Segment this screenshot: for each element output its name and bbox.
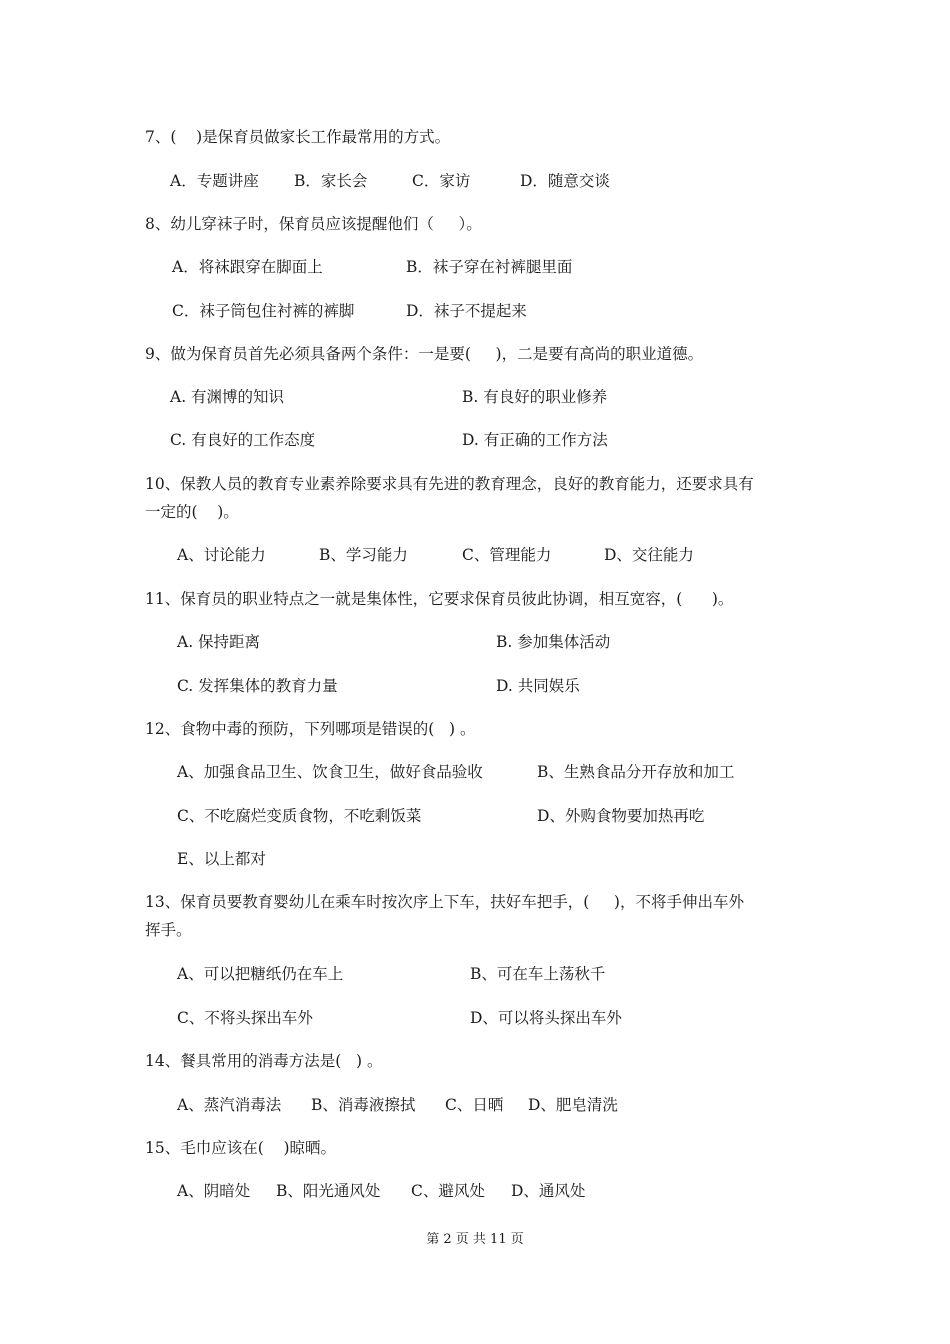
- question-13-option-b: B、可在车上荡秋千: [470, 965, 606, 983]
- question-15-option-c: C、避风处: [411, 1182, 485, 1200]
- question-10-option-d: D、交往能力: [604, 546, 694, 564]
- question-13-stem-line-2: 挥手。: [145, 921, 192, 939]
- question-11-option-a: A. 保持距离: [177, 633, 261, 651]
- question-15-option-b: B、阳光通风处: [276, 1182, 381, 1200]
- question-12-option-e: E、以上都对: [177, 850, 266, 868]
- question-10-stem-line-2: 一定的( )。: [145, 503, 239, 521]
- question-8-option-a: A．将袜跟穿在脚面上: [172, 258, 323, 276]
- question-9-option-c: C. 有良好的工作态度: [170, 431, 316, 449]
- question-10-option-b: B、学习能力: [319, 546, 408, 564]
- question-10-option-a: A、讨论能力: [177, 546, 266, 564]
- question-7-option-b: B．家长会: [294, 172, 368, 190]
- question-10-option-c: C、管理能力: [462, 546, 552, 564]
- question-13-stem-line-1: 13、保育员要教育婴幼儿在乘车时按次序上下车，扶好车把手，( )，不将手伸出车外: [145, 893, 744, 911]
- question-9-option-b: B. 有良好的职业修养: [462, 388, 608, 406]
- question-12-option-c: C、不吃腐烂变质食物，不吃剩饭菜: [177, 807, 422, 825]
- page-footer: 第 2 页 共 11 页: [426, 1232, 524, 1247]
- question-9-option-d: D. 有正确的工作方法: [462, 431, 608, 449]
- question-7-stem: 7、( )是保育员做家长工作最常用的方式。: [145, 128, 451, 146]
- question-7-option-a: A．专题讲座: [170, 172, 259, 190]
- question-14-option-d: D、肥皂清洗: [528, 1096, 618, 1114]
- question-11-stem: 11、保育员的职业特点之一就是集体性，它要求保育员彼此协调，相互宽容，( )。: [145, 590, 734, 608]
- question-8-option-b: B．袜子穿在衬裤腿里面: [406, 258, 573, 276]
- question-15-option-d: D、通风处: [511, 1182, 586, 1200]
- question-14-option-b: B、消毒液擦拭: [311, 1096, 416, 1114]
- question-11-option-c: C. 发挥集体的教育力量: [177, 677, 338, 695]
- question-12-option-d: D、外购食物要加热再吃: [537, 807, 705, 825]
- question-7-option-c: C．家访: [412, 172, 471, 190]
- question-9-option-a: A. 有渊博的知识: [170, 388, 285, 406]
- question-14-option-c: C、日晒: [445, 1096, 504, 1114]
- question-13-option-c: C、不将头探出车外: [177, 1009, 313, 1027]
- question-14-option-a: A、蒸汽消毒法: [177, 1096, 282, 1114]
- question-13-option-a: A、可以把糖纸仍在车上: [177, 965, 344, 983]
- question-10-stem-line-1: 10、保教人员的教育专业素养除要求具有先进的教育理念，良好的教育能力，还要求具有: [145, 475, 754, 493]
- question-12-option-a: A、加强食品卫生、饮食卫生，做好食品验收: [177, 763, 483, 781]
- question-8-option-d: D．袜子不提起来: [406, 302, 527, 320]
- question-8-stem: 8、幼儿穿袜子时，保育员应该提醒他们（ ）。: [145, 215, 482, 233]
- question-15-option-a: A、阴暗处: [177, 1182, 251, 1200]
- question-12-stem: 12、食物中毒的预防，下列哪项是错误的( ) 。: [145, 720, 476, 738]
- question-9-stem: 9、做为保育员首先必须具备两个条件：一是要( )，二是要有高尚的职业道德。: [145, 345, 704, 363]
- question-11-option-b: B. 参加集体活动: [496, 633, 611, 651]
- question-12-option-b: B、生熟食品分开存放和加工: [537, 763, 735, 781]
- question-11-option-d: D. 共同娱乐: [496, 677, 580, 695]
- question-7-option-d: D．随意交谈: [520, 172, 610, 190]
- question-13-option-d: D、可以将头探出车外: [470, 1009, 622, 1027]
- question-14-stem: 14、餐具常用的消毒方法是( ) 。: [145, 1052, 383, 1070]
- question-8-option-c: C．袜子筒包住衬裤的裤脚: [172, 302, 355, 320]
- question-15-stem: 15、毛巾应该在( )晾晒。: [145, 1139, 337, 1157]
